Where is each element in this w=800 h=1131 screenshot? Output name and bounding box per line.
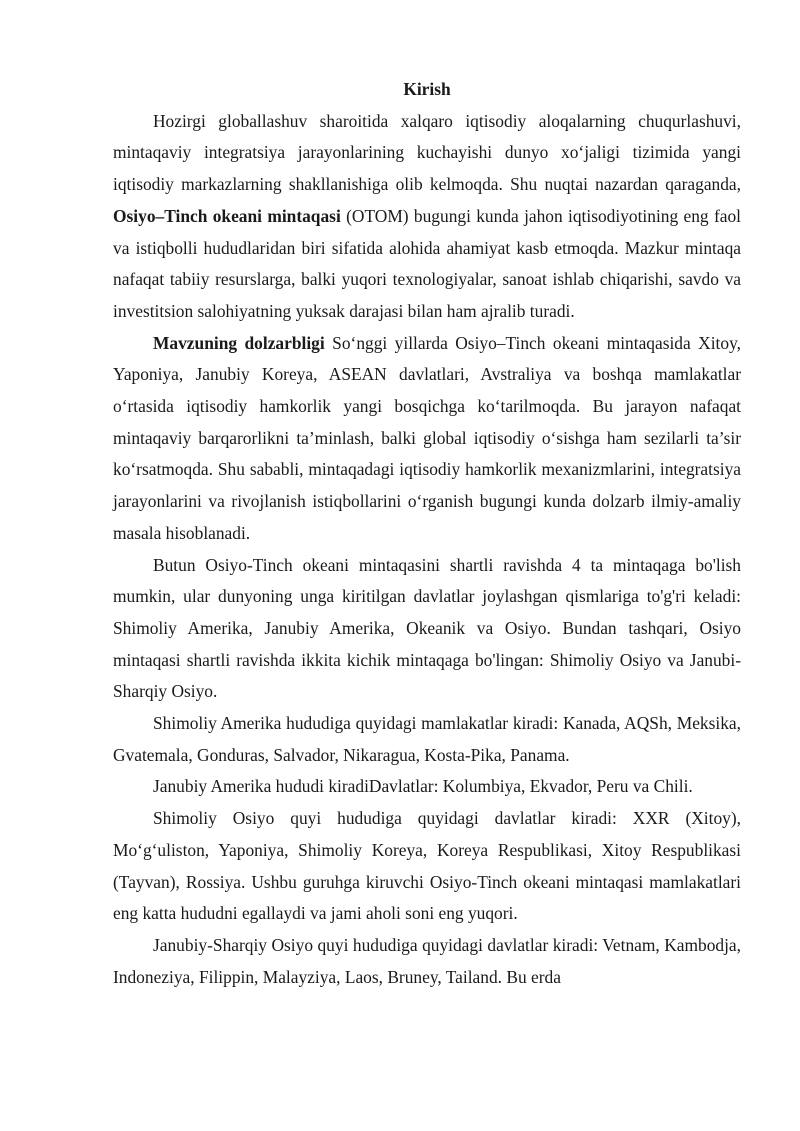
paragraph-intro (113, 106, 741, 328)
paragraph-south-america: Janubiy Amerika hududi kiradiDavlatlar: Kolumbiya, Ekvador, Peru va Chili. (153, 776, 693, 797)
paragraph-intro-text-1: Hozirgi globallashuv sharoitida xalqaro iqtisodiy aloqalarning chuqurlashuvi, mintaqaviy integratsiya jarayonlarining kuchayishi dunyo xo‘jaligi tizimida yangi iqtisodiy markazlarning shakllanishiga olib kelmoqda. Shu nuqtai nazardan qaraganda, (113, 110, 741, 195)
paragraph-relevance-bold: Mavzuning dolzarbligi (153, 332, 325, 353)
paragraph-regions: Butun Osiyo-Tinch okeani mintaqasini shartli ravishda 4 ta mintaqaga bo'lish mumkin, ular dunyoning unga kiritilgan davlatlar joylashgan qismlariga to'g'ri keladi: Shimoliy Amerika, Janubiy Amerika, Okeanik va Osiyo. Bundan tashqari, Osiyo mintaqasi shartli ravishda ikkita kichik mintaqaga bo'lingan: Shimoliy Osiyo va Janubi-Sharqiy Osiyo. (113, 554, 741, 702)
paragraph-north-america: Shimoliy Amerika hududiga quyidagi mamlakatlar kiradi: Kanada, AQSh, Meksika, Gvatemala, Gonduras, Salvador, Nikaragua, Kosta-Pika, Panama. (113, 713, 741, 765)
page-title: Kirish (403, 79, 451, 99)
paragraph-relevance (113, 328, 741, 550)
paragraph-intro-text-2: (OTOM) bugungi kunda jahon iqtisodiyotining eng faol va istiqbolli hududlaridan biri sifatida alohida ahamiyat kasb etmoqda. Mazkur mintaqa nafaqat tabiiy resurslarga, balki yuqori texnologiyalar, sanoat ishlab chiqarishi, savdo va investitsion salohiyatning yuksak darajasi bilan ham ajralib turadi. (113, 205, 741, 321)
paragraph-relevance-text: So‘nggi yillarda Osiyo–Tinch okeani mintaqasida Xitoy, Yaponiya, Janubiy Koreya, ASEAN davlatlari, Avstraliya va boshqa mamlakatlar o‘rtasida iqtisodiy hamkorlik yangi bosqichga ko‘tarilmoqda. Bu jarayon nafaqat mintaqaviy barqarorlikni ta’minlash, balki global iqtisodiy o‘sishga ham sezilarli ta’sir ko‘rsatmoqda. Shu sababli, mintaqadagi iqtisodiy hamkorlik mexanizmlarini, integratsiya jarayonlarini va rivojlanish istiqbollarini o‘rganish bugungi kunda dolzarb ilmiy-amaliy masala hisoblanadi. (113, 332, 741, 543)
paragraph-north-asia: Shimoliy Osiyo quyi hududiga quyidagi davlatlar kiradi: XXR (Xitoy), Mo‘g‘uliston, Yaponiya, Shimoliy Koreya, Koreya Respublikasi, Xitoy Respublikasi (Tayvan), Rossiya. Ushbu guruhga kiruvchi Osiyo-Tinch okeani mintaqasi mamlakatlari eng katta hududni egallaydi va jami aholi soni eng yuqori. (113, 808, 741, 924)
paragraph-southeast-asia: Janubiy-Sharqiy Osiyo quyi hududiga quyidagi davlatlar kiradi: Vetnam, Kambodja, Indoneziya, Filippin, Malayziya, Laos, Bruney, Tailand. Bu erda (113, 934, 741, 987)
paragraph-intro-bold: Osiyo–Tinch okeani mintaqasi (113, 205, 341, 226)
document-page (113, 74, 741, 993)
